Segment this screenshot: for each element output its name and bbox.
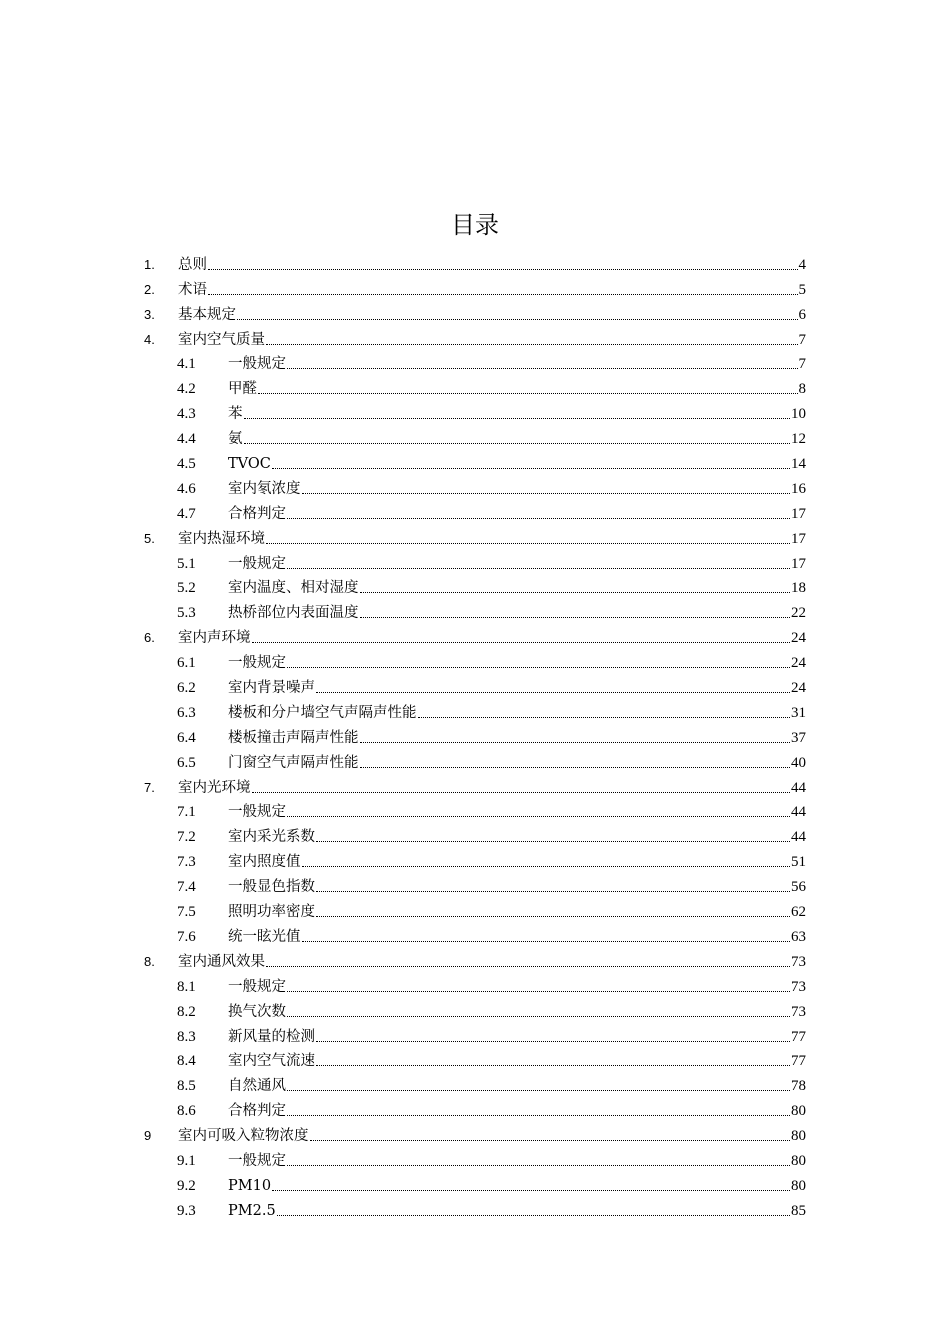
dot-leader [316, 691, 790, 693]
toc-entry-line [228, 1152, 806, 1170]
toc-entry-number: 8.2 [177, 1003, 196, 1020]
toc-entry-line [228, 1028, 806, 1046]
toc-entry-label: 一般规定 [228, 555, 286, 572]
dot-leader [360, 616, 791, 618]
toc-entry-page-number: 4 [798, 256, 806, 273]
toc-entry[interactable] [0, 971, 950, 996]
dot-leader [316, 1040, 790, 1042]
toc-entry-number: 4.5 [177, 456, 196, 473]
toc-entry-line [228, 1177, 806, 1195]
toc-entry-line [178, 331, 806, 349]
dot-leader [287, 666, 790, 668]
dot-leader [287, 1089, 790, 1091]
toc-entry-line [228, 828, 806, 846]
toc-entry[interactable] [0, 772, 950, 797]
toc-entry-number: 6.1 [177, 655, 196, 672]
toc-entry[interactable] [0, 996, 950, 1021]
toc-entry-line [178, 953, 806, 971]
toc-entry[interactable] [0, 1046, 950, 1071]
toc-entry[interactable] [0, 722, 950, 747]
toc-entry-page-number: 73 [791, 1003, 806, 1020]
toc-entry[interactable] [0, 1170, 950, 1195]
toc-entry-number: 4.1 [177, 356, 196, 373]
toc-entry[interactable] [0, 797, 950, 822]
dot-leader [258, 392, 798, 394]
toc-entry-number: 6. [144, 630, 155, 646]
toc-entry[interactable] [0, 523, 950, 548]
toc-entry-label: 楼板撞击声隔声性能 [228, 729, 359, 746]
dot-leader [208, 293, 798, 295]
toc-entry-number: 8.4 [177, 1053, 196, 1070]
toc-entry-number: 7.6 [177, 928, 196, 945]
dot-leader [287, 1015, 790, 1017]
dot-leader [287, 367, 798, 369]
toc-entry[interactable] [0, 1021, 950, 1046]
toc-entry-number: 6.5 [177, 754, 196, 771]
toc-entry-line [228, 1003, 806, 1021]
toc-entry-page-number: 80 [791, 1177, 806, 1194]
toc-entry[interactable] [0, 299, 950, 324]
toc-entry-page-number: 77 [791, 1028, 806, 1045]
toc-entry-number: 7.1 [177, 804, 196, 821]
toc-entry-page-number: 63 [791, 928, 806, 945]
toc-entry-page-number: 80 [791, 1152, 806, 1169]
toc-entry-line [228, 455, 806, 473]
toc-entry[interactable] [0, 573, 950, 598]
toc-entry-number: 7.5 [177, 904, 196, 921]
toc-entry-page-number: 12 [791, 431, 806, 448]
toc-entry-page-number: 17 [791, 530, 806, 547]
toc-entry-number: 6.3 [177, 704, 196, 721]
toc-entry-page-number: 7 [798, 356, 806, 373]
toc-entry-label: 室内背景噪声 [228, 680, 315, 697]
toc-entry-number: 5.1 [177, 555, 196, 572]
toc-entry[interactable] [0, 498, 950, 523]
toc-entry-number: 3. [144, 306, 155, 322]
toc-entry-number: 1. [144, 256, 155, 272]
dot-leader [360, 591, 791, 593]
toc-entry-page-number: 17 [791, 505, 806, 522]
dot-leader [252, 641, 791, 643]
toc-entry-label: 氨 [228, 431, 243, 448]
toc-entry-number: 4.3 [177, 406, 196, 423]
toc-entry-label: 室内空气质量 [178, 331, 265, 348]
dot-leader [302, 940, 791, 942]
dot-leader [287, 567, 790, 569]
toc-entry[interactable] [0, 946, 950, 971]
toc-entry-page-number: 37 [791, 729, 806, 746]
toc-entry-line [228, 1102, 806, 1120]
toc-entry-line [178, 530, 806, 548]
toc-entry-line [228, 978, 806, 996]
dot-leader [208, 268, 798, 270]
toc-entry-line [228, 704, 806, 722]
toc-entry-label: 术语 [178, 281, 207, 298]
dot-leader [272, 467, 790, 469]
toc-entry-page-number: 24 [791, 680, 806, 697]
toc-entry[interactable] [0, 349, 950, 374]
toc-entry[interactable] [0, 548, 950, 573]
toc-entry-page-number: 5 [798, 281, 806, 298]
toc-entry-line [228, 1077, 806, 1095]
toc-entry-page-number: 77 [791, 1053, 806, 1070]
toc-entry-line [178, 629, 806, 647]
toc-entry-label: 热桥部位内表面温度 [228, 605, 359, 622]
toc-entry-label: 一般规定 [228, 804, 286, 821]
toc-entry-label: 换气次数 [228, 1003, 286, 1020]
toc-entry-line [178, 306, 806, 324]
toc-entry-label: 一般规定 [228, 1152, 286, 1169]
toc-entry[interactable] [0, 672, 950, 697]
toc-entry-line [228, 405, 806, 423]
toc-entry-line [178, 1127, 806, 1145]
toc-entry-label: 室内温度、相对湿度 [228, 580, 359, 597]
toc-entry[interactable] [0, 324, 950, 349]
toc-entry-line [178, 256, 806, 274]
toc-entry-label: 室内热湿环境 [178, 530, 265, 547]
toc-entry-number: 7. [144, 779, 155, 795]
toc-entry-page-number: 17 [791, 555, 806, 572]
toc-entry-label: 一般显色指数 [228, 879, 315, 896]
toc-entry[interactable] [0, 647, 950, 672]
toc-entry-label: 照明功率密度 [228, 904, 315, 921]
dot-leader [252, 791, 791, 793]
dot-leader [287, 815, 790, 817]
toc-entry-line [178, 281, 806, 299]
toc-entry-line [228, 654, 806, 672]
toc-entry-number: 5.3 [177, 605, 196, 622]
toc-entry-number: 4. [144, 331, 155, 347]
toc-entry-number: 7.4 [177, 879, 196, 896]
toc-entry[interactable] [0, 747, 950, 772]
toc-entry-line [228, 729, 806, 747]
toc-entry-number: 4.4 [177, 431, 196, 448]
dot-leader [302, 492, 791, 494]
toc-entry-page-number: 73 [791, 953, 806, 970]
toc-entry-line [228, 679, 806, 697]
toc-entry-number: 8. [144, 953, 155, 969]
toc-entry-page-number: 80 [791, 1103, 806, 1120]
toc-entry-number: 9 [144, 1128, 152, 1144]
toc-entry-label: TVOC [228, 456, 271, 473]
dot-leader [310, 1139, 791, 1141]
toc-entry[interactable] [0, 1095, 950, 1120]
toc-entry-label: 合格判定 [228, 505, 286, 522]
toc-entry-line [228, 878, 806, 896]
toc-entry-number: 4.7 [177, 505, 196, 522]
toc-entry-label: 一般规定 [228, 655, 286, 672]
toc-entry[interactable] [0, 274, 950, 299]
toc-entry-page-number: 78 [791, 1078, 806, 1095]
toc-entry-line [228, 579, 806, 597]
toc-entry-label: 楼板和分户墙空气声隔声性能 [228, 704, 417, 721]
toc-entry[interactable] [0, 1070, 950, 1095]
dot-leader [360, 741, 791, 743]
toc-entry-label: 一般规定 [228, 978, 286, 995]
toc-entry-label: 基本规定 [178, 306, 236, 323]
toc-entry-page-number: 44 [791, 779, 806, 796]
toc-entry-number: 8.1 [177, 978, 196, 995]
toc-entry-page-number: 6 [798, 306, 806, 323]
toc-entry[interactable] [0, 448, 950, 473]
toc-entry-page-number: 85 [791, 1202, 806, 1219]
toc-entry-number: 6.2 [177, 680, 196, 697]
toc-entry[interactable] [0, 1195, 950, 1220]
toc-entry-label: PM2.5 [228, 1202, 276, 1219]
toc-entry-line [178, 779, 806, 797]
dot-leader [316, 915, 790, 917]
toc-entry-page-number: 7 [798, 331, 806, 348]
toc-entry-label: 自然通风 [228, 1078, 286, 1095]
toc-entry-page-number: 44 [791, 829, 806, 846]
toc-entry-page-number: 51 [791, 854, 806, 871]
toc-entry-page-number: 31 [791, 704, 806, 721]
toc-entry[interactable] [0, 846, 950, 871]
toc-entry-page-number: 40 [791, 754, 806, 771]
toc-entry-number: 8.6 [177, 1103, 196, 1120]
toc-entry-line [228, 1202, 806, 1220]
dot-leader [266, 965, 790, 967]
toc-entry-line [228, 903, 806, 921]
toc-entry-label: 统一眩光值 [228, 928, 301, 945]
toc-entry-page-number: 18 [791, 580, 806, 597]
toc-entry-line [228, 604, 806, 622]
toc-entry[interactable] [0, 622, 950, 647]
toc-entry-line [228, 1052, 806, 1070]
toc-entry[interactable] [0, 896, 950, 921]
toc-entry-label: 门窗空气声隔声性能 [228, 754, 359, 771]
toc-entry-line [228, 754, 806, 772]
toc-entry[interactable] [0, 473, 950, 498]
toc-entry-label: 苯 [228, 406, 243, 423]
toc-entry-number: 8.5 [177, 1078, 196, 1095]
dot-leader [316, 1064, 790, 1066]
toc-entry-number: 4.6 [177, 480, 196, 497]
dot-leader [316, 890, 790, 892]
toc-entry-label: 一般规定 [228, 356, 286, 373]
toc-entry-label: 新风量的检测 [228, 1028, 315, 1045]
toc-entry-page-number: 62 [791, 904, 806, 921]
dot-leader [244, 442, 791, 444]
toc-entry-page-number: 16 [791, 480, 806, 497]
toc-entry-label: 室内氡浓度 [228, 480, 301, 497]
dot-leader [266, 343, 798, 345]
dot-leader [302, 865, 791, 867]
toc-entry-line [228, 853, 806, 871]
toc-entry[interactable] [0, 1145, 950, 1170]
toc-entry-label: PM10 [228, 1177, 272, 1194]
toc-title: 目录 [451, 211, 499, 239]
dot-leader [277, 1214, 790, 1216]
toc-entry-page-number: 8 [798, 381, 806, 398]
toc-entry-line [228, 430, 806, 448]
toc-entry-label: 总则 [178, 256, 207, 273]
toc-entry-line [228, 803, 806, 821]
dot-leader [287, 1114, 790, 1116]
toc-entry-page-number: 22 [791, 605, 806, 622]
toc-entry[interactable] [0, 423, 950, 448]
toc-entry-number: 7.3 [177, 854, 196, 871]
toc-entry-number: 5. [144, 530, 155, 546]
toc-entry[interactable] [0, 597, 950, 622]
dot-leader [418, 716, 791, 718]
dot-leader [244, 417, 791, 419]
dot-leader [266, 542, 790, 544]
toc-entry-line [228, 480, 806, 498]
toc-entry[interactable] [0, 821, 950, 846]
toc-entry-number: 9.1 [177, 1152, 196, 1169]
toc-entry-line [228, 505, 806, 523]
toc-entry-label: 室内可吸入粒物浓度 [178, 1128, 309, 1145]
toc-entry-label: 室内通风效果 [178, 953, 265, 970]
toc-entry-page-number: 14 [791, 456, 806, 473]
toc-entry[interactable] [0, 921, 950, 946]
toc-entry-page-number: 24 [791, 630, 806, 647]
toc-entry[interactable] [0, 249, 950, 274]
dot-leader [316, 840, 790, 842]
toc-entry-line [228, 355, 806, 373]
toc-entry-line [228, 380, 806, 398]
toc-entry-page-number: 80 [791, 1128, 806, 1145]
toc-entry-page-number: 44 [791, 804, 806, 821]
toc-entry-label: 室内光环境 [178, 779, 251, 796]
toc-entry-number: 2. [144, 281, 155, 297]
toc-entry-label: 室内声环境 [178, 630, 251, 647]
toc-entry[interactable] [0, 373, 950, 398]
dot-leader [237, 318, 798, 320]
toc-entry-line [228, 555, 806, 573]
toc-entry-number: 9.2 [177, 1177, 196, 1194]
toc-entry-label: 室内空气流速 [228, 1053, 315, 1070]
toc-entry-number: 8.3 [177, 1028, 196, 1045]
dot-leader [287, 990, 790, 992]
toc-entry-label: 合格判定 [228, 1103, 286, 1120]
toc-entry-number: 5.2 [177, 580, 196, 597]
toc-entry-number: 9.3 [177, 1202, 196, 1219]
toc-entry-label: 室内采光系数 [228, 829, 315, 846]
toc-entry-label: 室内照度值 [228, 854, 301, 871]
table-of-contents [0, 249, 950, 1220]
toc-entry-number: 7.2 [177, 829, 196, 846]
toc-entry[interactable] [0, 871, 950, 896]
toc-entry-page-number: 10 [791, 406, 806, 423]
toc-entry-number: 4.2 [177, 381, 196, 398]
dot-leader [287, 517, 790, 519]
toc-entry-page-number: 56 [791, 879, 806, 896]
toc-entry-number: 6.4 [177, 729, 196, 746]
dot-leader [272, 1189, 790, 1191]
toc-entry-line [228, 928, 806, 946]
dot-leader [360, 766, 791, 768]
toc-entry-label: 甲醛 [228, 381, 257, 398]
dot-leader [287, 1164, 790, 1166]
toc-entry-page-number: 24 [791, 655, 806, 672]
toc-entry[interactable] [0, 1120, 950, 1145]
toc-entry[interactable] [0, 697, 950, 722]
toc-entry-page-number: 73 [791, 978, 806, 995]
toc-entry[interactable] [0, 398, 950, 423]
